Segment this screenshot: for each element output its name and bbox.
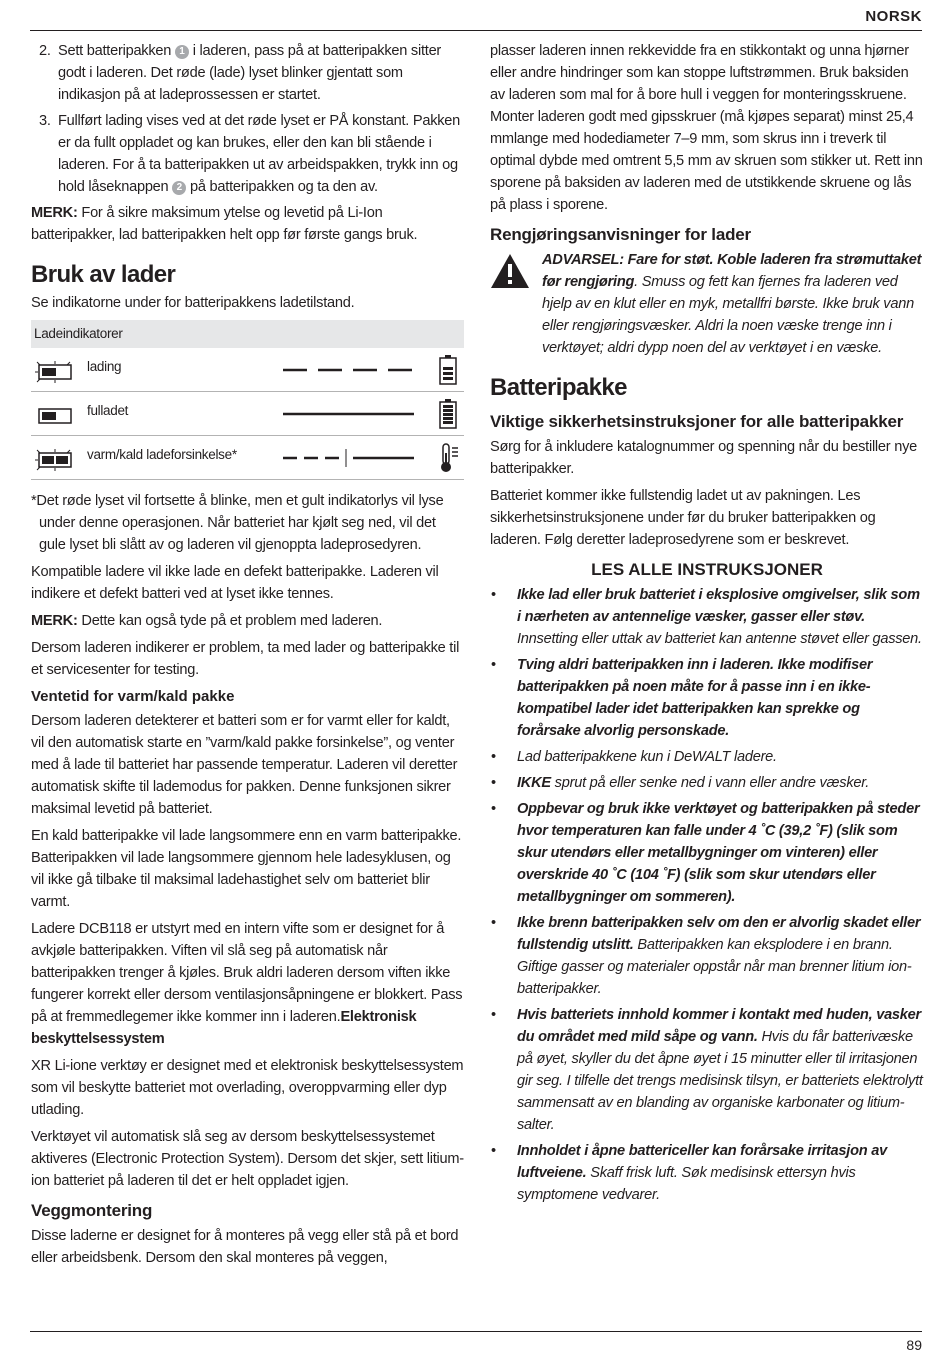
list-item: • IKKE sprut på eller senke ned i vann eller andre væsker. [491, 775, 870, 791]
left-column [31, 40, 464, 1274]
charger-solid-icon [35, 405, 75, 427]
paragraph-ventetid-2: En kald batteripakke vil lade langsommere enn en varm batteripakke. Batteripakken vil lade langsommere gjennom hele ladesyklusen, og vil ikke gå tilbake til maksimal ladehastighet selv om batteriet blir varmt. [31, 828, 462, 910]
charger-blinking-icon [35, 361, 75, 383]
step-2-number: 2. [39, 43, 51, 59]
warning-triangle-icon [490, 253, 530, 289]
step-2-text: Sett batteripakken 1 i laderen, pass på at batteripakken sitter godt i laderen. Det røde (lade) lyset blinker gjentatt som indikasjon på at ladeprossessen er startet. [58, 43, 442, 103]
paragraph-xr: XR Li-ione verktøy er designet med et elektronisk beskyttelsessystem som vil beskytte batteriet mot overlading, overoppvarming eller dyp utlading. [31, 1058, 464, 1118]
battery-full-icon [439, 399, 457, 429]
table-row-charged [31, 392, 464, 436]
list-item: • Tving aldri batteripakken inn i laderen. Ikke modifiser batteripakken på noen måte for å passe inn i en ikke-kompatibel lader idet batteripakken kan sprekke og forårsake alvorlig personskade. [491, 657, 873, 739]
step-3 [39, 110, 464, 198]
note-merk-1: MERK: For å sikre maksimum ytelse og levetid på Li-Ion batteripakker, lad batteripakken helt opp før første gangs bruk. [31, 205, 418, 243]
step-3-text: Fullført lading vises ved at det røde lyset er PÅ konstant. Pakken er da fullt oppladet og kan brukes, eller den kan bli stående i laderen. For å ta batteripakken ut av arbeidspakken, trykk inn og hold låseknappen 2 på batteripakken og ta den av. [58, 113, 461, 195]
paragraph-verktoyet: Verktøyet vil automatisk slå seg av dersom beskyttelsessystemet aktiveres (Electronic Protection System). Dersom det skjer, sett litium-ion batteriet på laderen til det er helt oppladet igjen. [31, 1129, 464, 1189]
subsection-title-elektronisk: Elektronisk beskyttelsessystem [31, 1009, 417, 1047]
list-item: • Hvis batteriets innhold kommer i kontakt med huden, vasker du området med mild såpe og vann. Hvis du får batterivæske på øyet, skyller du det åpne øyet i 15 minutter eller til irritasjonen gir seg. I tilfelle det trengs medisinsk tilsyn, er batteriets elektrolytt sammensatt av en blanding av organiske karbonater og litium-salter. [491, 1007, 923, 1133]
heading-les-alle: LES ALLE INSTRUKSJONER [591, 560, 823, 579]
paragraph-vegg: Disse laderne er designet for å monteres på vegg eller stå på et bord eller arbeidsbenk. Dersom den skal monteres på veggen, [31, 1228, 459, 1266]
right-column [490, 40, 924, 1210]
bruk-intro: Se indikatorne under for batteripakkens ladetilstand. [31, 295, 355, 311]
page-number: 89 [906, 1337, 922, 1353]
callout-2-icon: 2 [172, 181, 186, 195]
step-2 [39, 40, 464, 106]
row-label: lading [87, 359, 122, 374]
blink-pattern-icon [283, 360, 418, 380]
hot-cold-pattern-icon [283, 448, 418, 468]
section-title-bruk-av-lader: Bruk av lader [31, 261, 176, 288]
callout-1-icon: 1 [175, 45, 189, 59]
paragraph-sorg: Sørg for å inkludere katalognummer og spenning når du bestiller nye batteripakker. [490, 439, 917, 477]
subsection-title-ventetid: Ventetid for varm/kald pakke [31, 688, 235, 705]
bottom-rule [30, 1331, 922, 1332]
language-label: NORSK [865, 8, 922, 25]
subsection-title-veggmontering: Veggmontering [31, 1201, 153, 1220]
solid-pattern-icon [283, 404, 418, 424]
list-item: • Ikke lad eller bruk batteriet i eksplosive omgivelser, slik som i nærheten av antennelige væsker, gasser eller støv. Innsetting eller uttak av batteriet kan antenne støvet eller gassen. [491, 587, 922, 647]
charger-hot-cold-icon [35, 449, 75, 471]
table-row-hot-cold-delay [31, 436, 464, 480]
top-rule [30, 30, 922, 31]
battery-charging-icon [439, 355, 457, 385]
charge-indicator-table [31, 320, 464, 480]
list-item: • Ikke brenn batteripakken selv om den er alvorlig skadet eller fullstendig utslitt. Batteripakken kan eksplodere i en brann. Giftige gasser og materialer oppstår når man brenner litium ion-batteripakker. [491, 915, 921, 997]
safety-bullet-list [490, 584, 924, 1206]
warning-block [490, 249, 924, 359]
paragraph-dcb118: Ladere DCB118 er utstyrt med en intern vifte som er designet for å avkjøle batteripakken. Viften vil slå seg på automatisk når batteripakken trenger å kjøles. Bruk aldri laderen dersom viften ikke fungerer korrekt eller dersom ventilasjonsåpningene er blokkert. Pass på at fremmedlegemer ikke kommer inn i laderen.Elektronisk beskyttelsessystem [31, 921, 463, 1047]
paragraph-dersom: Dersom laderen indikerer er problem, ta med lader og batteripakke til et servicesenter for testing. [31, 640, 460, 678]
paragraph-vegg-continued: plasser laderen innen rekkevidde fra en stikkontakt og unna hjørner eller andre hindringer som kan stoppe luftstrømmen. Bruk baksiden av laderen som mal for å bore hull i veggen for monteringsskruene. Monter laderen godt med gipsskruer (må kjøpes separat) minst 25,4 mmlange med hodediameter 7–9 mm, som skrus inn i treverk til optimal dybde med omtrent 5,5 mm av skruen som stikker ut. Rett inn sporene på baksiden av laderen med de utstikkende skruene og lås på plass i sporene. [490, 43, 923, 213]
subsection-title-viktige: Viktige sikkerhetsinstruksjoner for alle batteripakker [490, 412, 904, 431]
subsection-title-rengjoring: Rengjøringsanvisninger for lader [490, 225, 751, 244]
list-item: • Oppbevar og bruk ikke verktøyet og batteripakken på steder hvor temperaturen kan falle under 4 ˚C (39,2 ˚F) (slik som skur utendørs eller metallbygninger om vinteren) eller overskride 40 ˚C (104 ˚F) (slik som skur utendørs eller metallbygninger om sommeren). [491, 801, 920, 905]
footnote: *Det røde lyset vil fortsette å blinke, men et gult indikatorlys vil lyse under denne operasjonen. Når batteriet har kjølt seg ned, vil det gule lyset bli slått av og laderen vil gjenoppta ladeprosedyren. [31, 493, 444, 553]
row-label: varm/kald ladeforsinkelse* [87, 447, 237, 462]
table-row-charging [31, 348, 464, 392]
row-label: fulladet [87, 403, 129, 418]
table-header: Ladeindikatorer [31, 320, 464, 348]
paragraph-kompatible: Kompatible ladere vil ikke lade en defekt batteripakke. Laderen vil indikere et defekt batteri ved at lyset ikke tennes. [31, 564, 439, 602]
list-item: • Lad batteripakkene kun i DeWALT ladere. [491, 749, 777, 765]
warning-text: ADVARSEL: Fare for støt. Koble laderen fra strømuttaket før rengjøring. Smuss og fett kan fjernes fra laderen ved hjelp av en klut eller en myk, metallfri børste. Ikke bruk vann eller rengjøringsvæsker. Aldri la noen væske trenge inn i verktøyet; aldri dypp noen del av verktøyet i en væske. [542, 252, 922, 356]
step-3-number: 3. [39, 113, 51, 129]
paragraph-ventetid-1: Dersom laderen detekterer et batteri som er for varmt eller for kaldt, vil den automatisk starte en ”varm/kald pakke forsinkelse”, og venter med å lade til batteriet har passende temperatur. Laderen vil deretter automatisk skifte til lademodus for pakken. Denne funksjonen sikrer maksimal levetid på batteriet. [31, 713, 458, 817]
note-merk-2: MERK: Dette kan også tyde på et problem med laderen. [31, 613, 383, 629]
paragraph-batteriet: Batteriet kommer ikke fullstendig ladet ut av pakningen. Les sikkerhetsinstruksjonene under før du bruker batteripakken og laderen. Følg deretter ladeprosedyrene som er beskrevet. [490, 488, 876, 548]
list-item: • Innholdet i åpne battericeller kan forårsake irritasjon av luftveiene. Skaff frisk luft. Søk medisinsk ettersyn hvis symptomene vedvarer. [491, 1143, 887, 1203]
section-title-batteripakke: Batteripakke [490, 374, 627, 401]
thermometer-icon [439, 443, 461, 473]
